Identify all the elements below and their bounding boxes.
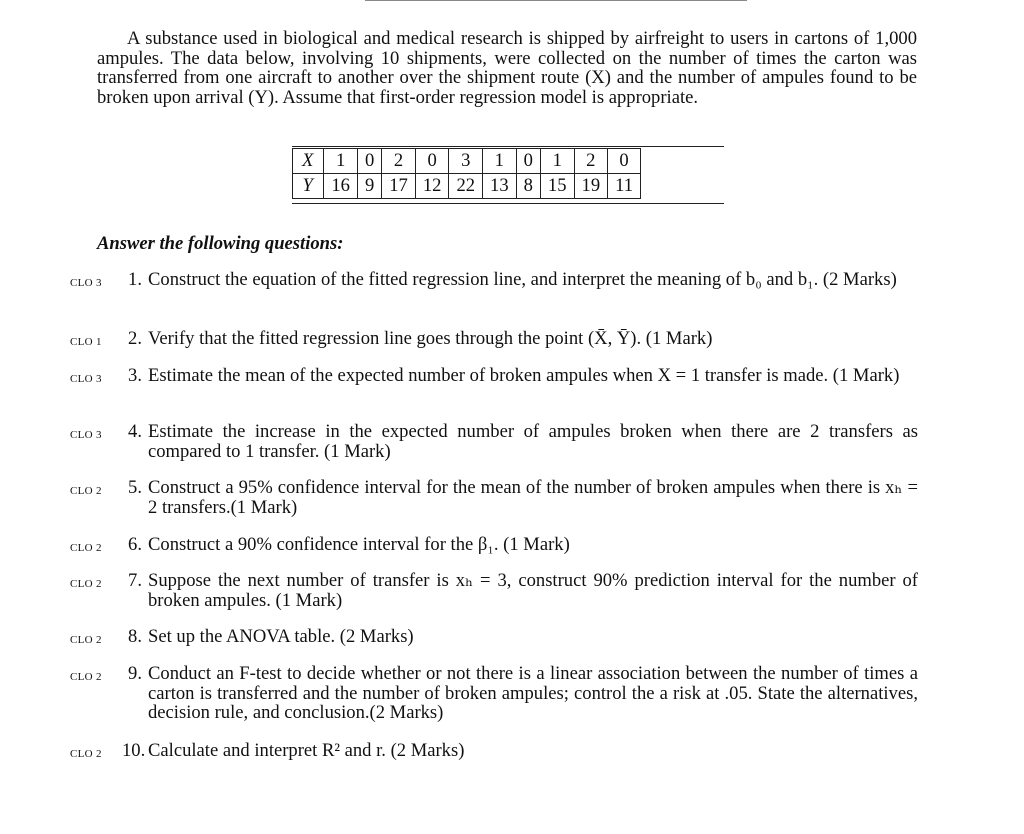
question-text: Conduct an F-test to decide whether or not there is a linear association between the number of times a carton is transferred and the number of broken ampules; control the a risk at .05. State the alternatives, decision rule, and conclusion.(2 Marks) — [148, 663, 918, 724]
question-number: 8. — [128, 626, 142, 647]
y-cell: 19 — [574, 174, 608, 199]
data-table-container — [292, 148, 641, 199]
x-cell: 2 — [574, 149, 608, 174]
x-cell: 1 — [540, 149, 574, 174]
question-number: 10. — [122, 740, 146, 761]
y-cell: 17 — [382, 174, 416, 199]
questions-heading: Answer the following questions: — [97, 233, 344, 254]
y-cell: 13 — [483, 174, 517, 199]
clo-label: CLO 2 — [70, 748, 102, 760]
x-label: X — [293, 149, 324, 174]
clo-label: CLO 3 — [70, 277, 102, 289]
question-number: 2. — [128, 328, 142, 349]
clo-label: CLO 2 — [70, 671, 102, 683]
y-cell: 8 — [516, 174, 540, 199]
y-row — [293, 174, 641, 199]
question-number: 1. — [128, 269, 142, 290]
y-cell: 16 — [324, 174, 358, 199]
y-label: Y — [293, 174, 324, 199]
question-text: Set up the ANOVA table. (2 Marks) — [148, 626, 414, 647]
clo-label: CLO 3 — [70, 429, 102, 441]
question-text: Estimate the increase in the expected number of ampules broken when there are 2 transfers as compared to 1 transfer. (1 Mark) — [148, 421, 918, 462]
clo-label: CLO 2 — [70, 542, 102, 554]
x-cell: 0 — [608, 149, 641, 174]
data-table — [292, 148, 641, 199]
clo-label: CLO 2 — [70, 634, 102, 646]
x-cell: 3 — [449, 149, 483, 174]
x-cell: 1 — [483, 149, 517, 174]
question-text: Suppose the next number of transfer is xₕ = 3, construct 90% prediction interval for the number of broken ampules. (1 Mark) — [148, 570, 918, 611]
x-row — [293, 149, 641, 174]
x-cell: 0 — [415, 149, 449, 174]
x-cell: 0 — [516, 149, 540, 174]
question-number: 3. — [128, 365, 142, 386]
question-text: Verify that the fitted regression line goes through the point (X̄, Ȳ). (1 Mark) — [148, 328, 713, 349]
x-cell: 1 — [324, 149, 358, 174]
question-text: Construct a 95% confidence interval for the mean of the number of broken ampules when there is xₕ = 2 transfers.(1 Mark) — [148, 477, 918, 518]
table-bottom-rule — [292, 203, 724, 204]
clo-label: CLO 2 — [70, 578, 102, 590]
question-number: 9. — [128, 663, 142, 684]
question-text: Calculate and interpret R² and r. (2 Marks) — [148, 740, 465, 761]
y-cell: 22 — [449, 174, 483, 199]
clo-label: CLO 3 — [70, 373, 102, 385]
intro-paragraph: A substance used in biological and medical research is shipped by airfreight to users in cartons of 1,000 ampules. The data below, involving 10 shipments, were collected on the number of times the carton was transferred from one aircraft to another over the shipment route (X) and the number of ampules found to be broken upon arrival (Y). Assume that first-order regression model is appropriate. — [97, 28, 917, 108]
top-rule — [365, 0, 747, 1]
table-top-rule — [292, 146, 724, 147]
question-text: Construct a 90% confidence interval for the β₁. (1 Mark) — [148, 534, 570, 555]
question-number: 7. — [128, 570, 142, 591]
y-cell: 15 — [540, 174, 574, 199]
y-cell: 9 — [357, 174, 381, 199]
question-number: 5. — [128, 477, 142, 498]
question-text: Estimate the mean of the expected number of broken ampules when X = 1 transfer is made. (1 Mark) — [148, 365, 900, 386]
clo-label: CLO 2 — [70, 485, 102, 497]
question-number: 6. — [128, 534, 142, 555]
question-text: Construct the equation of the fitted regression line, and interpret the meaning of b₀ and b₁. (2 Marks) — [148, 269, 897, 290]
question-number: 4. — [128, 421, 142, 442]
y-cell: 12 — [415, 174, 449, 199]
x-cell: 0 — [357, 149, 381, 174]
y-cell: 11 — [608, 174, 641, 199]
x-cell: 2 — [382, 149, 416, 174]
clo-label: CLO 1 — [70, 336, 102, 348]
